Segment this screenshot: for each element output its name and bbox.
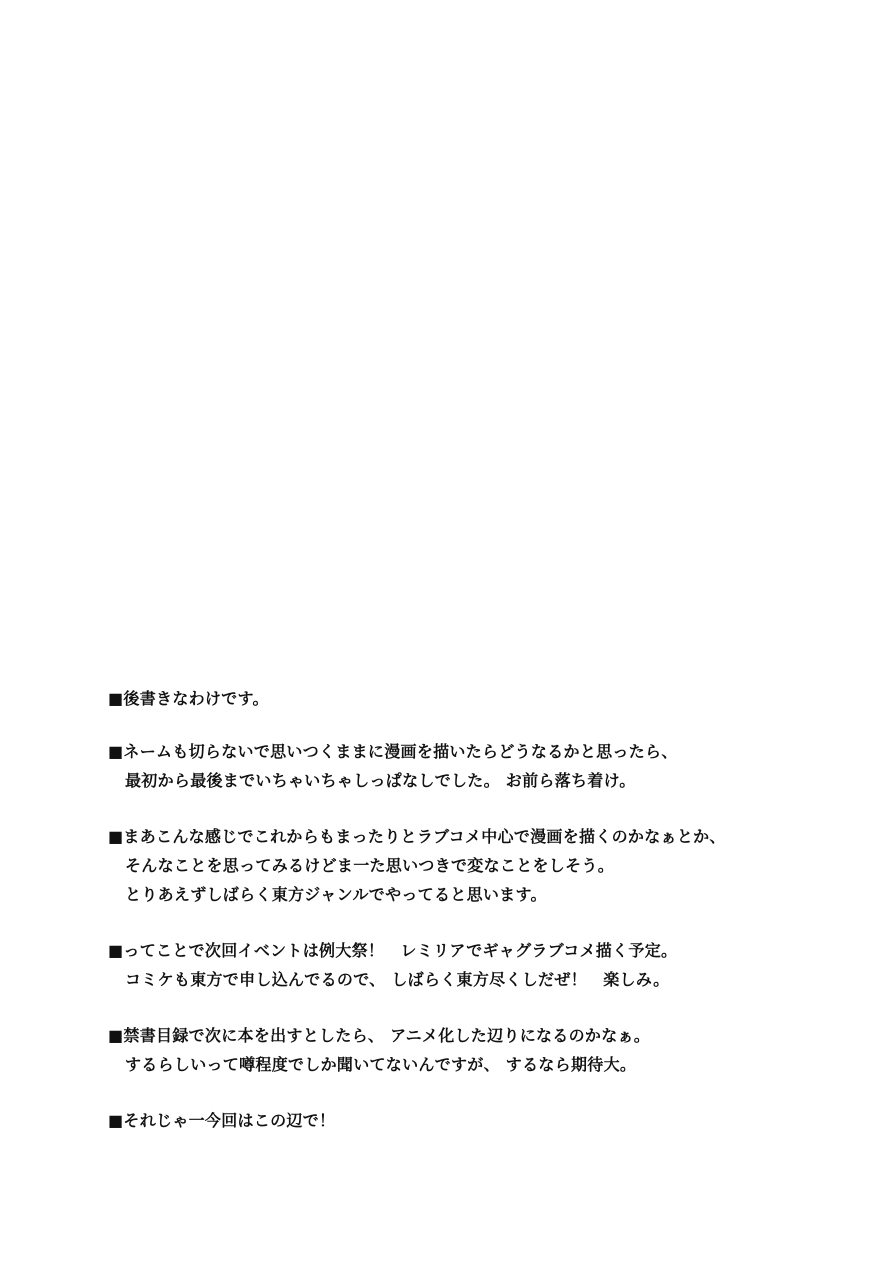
afterword-line: 最初から最後までいちゃいちゃしっぱなしでした。 お前ら落ち着け。 (125, 771, 636, 790)
afterword-paragraph (108, 737, 868, 795)
afterword-paragraph (108, 822, 868, 909)
afterword-line: ■まあこんな感じでこれからもまったりとラブコメ中心で漫画を描くのかなぁとか、 (108, 827, 726, 846)
afterword-line: コミケも東方で申し込んでるので、 しばらく東方尽くしだぜ！ 楽しみ。 (125, 970, 670, 989)
afterword-line: ■ネームも切らないで思いつくままに漫画を描いたらどうなるかと思ったら、 (108, 742, 678, 761)
afterword-line: ■禁書目録で次に本を出すとしたら、 アニメ化した辺りになるのかなぁ。 (108, 1026, 651, 1045)
afterword-paragraph (108, 936, 868, 994)
afterword-line: ■ってことで次回イベントは例大祭！ レミリアでギャグラブコメ描く予定。 (108, 941, 678, 960)
afterword-line: ■それじゃ一今回はこの辺で！ (108, 1111, 336, 1130)
afterword-line: そんなことを思ってみるけどま一た思いつきで変なことをしそう。 (125, 856, 615, 875)
afterword-line: とりあえずしばらく東方ジャンルでやってると思います。 (125, 885, 547, 904)
afterword-paragraph (108, 684, 868, 713)
afterword-paragraph (108, 1021, 868, 1079)
afterword-notes (108, 684, 868, 1162)
afterword-paragraph (108, 1106, 868, 1135)
afterword-line: ■後書きなわけです。 (108, 689, 269, 708)
afterword-line: するらしいって噂程度でしか聞いてないんですが、 するなら期待大。 (125, 1055, 637, 1074)
